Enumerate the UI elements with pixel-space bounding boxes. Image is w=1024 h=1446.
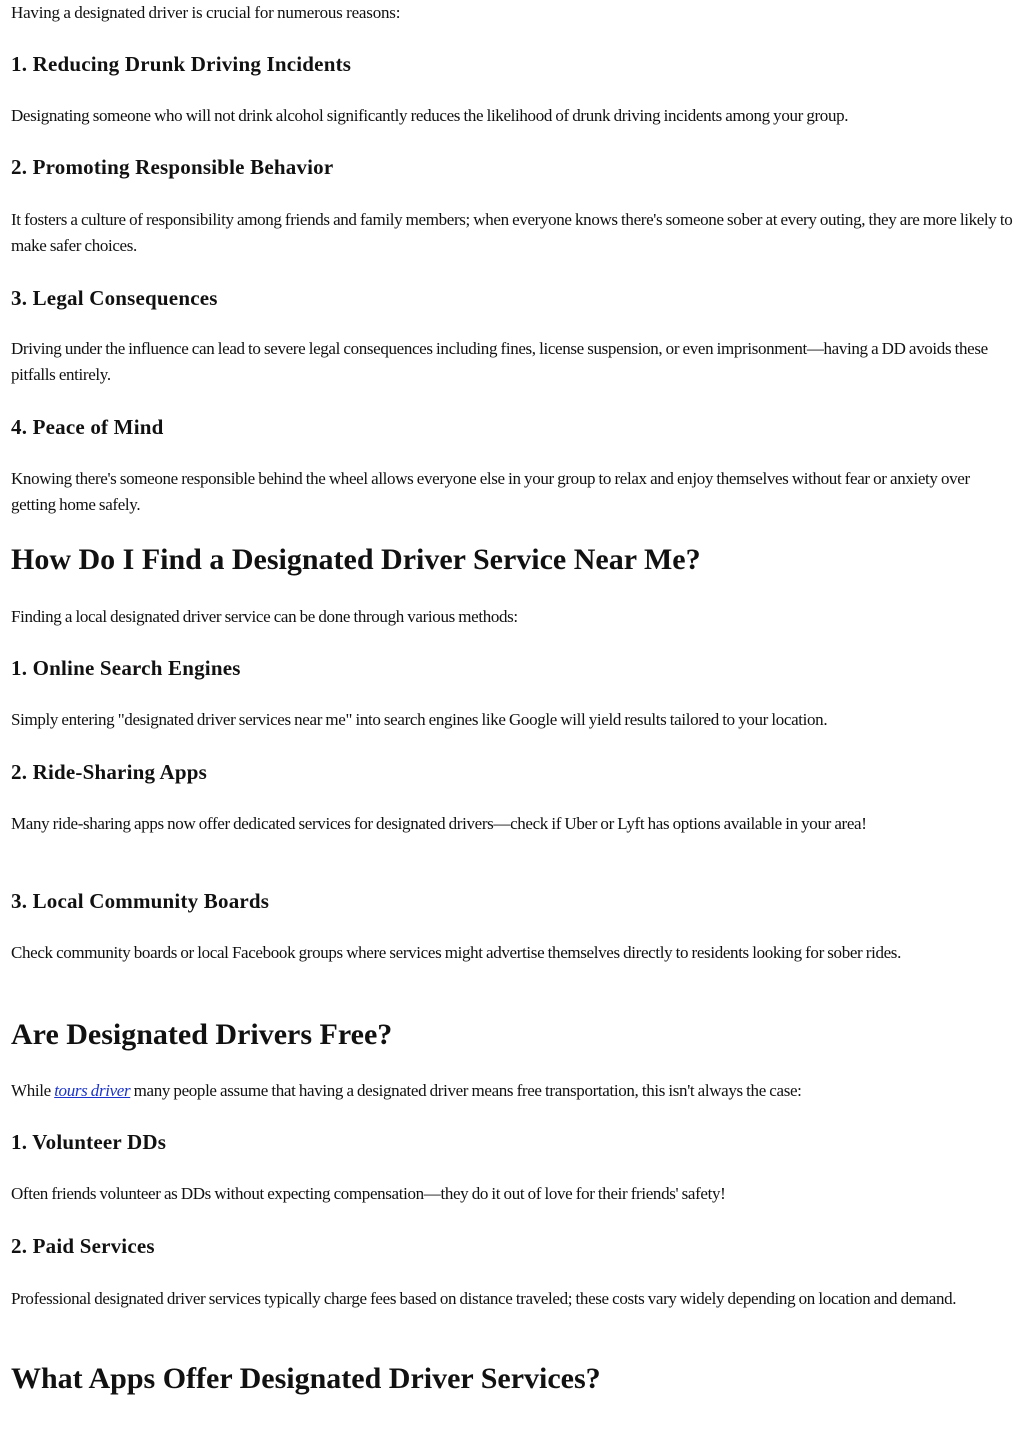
section-title-apps: What Apps Offer Designated Driver Services? (11, 1362, 601, 1395)
reason-heading: 1. Reducing Drunk Driving Incidents (11, 52, 352, 76)
cost-heading: 1. Volunteer DDs (11, 1130, 167, 1154)
method-text: Many ride-sharing apps now offer dedicated services for designated drivers—check if Uber or Lyft has options available in your area! (11, 814, 867, 833)
reason-heading: 2. Promoting Responsible Behavior (11, 155, 334, 179)
intro-after: many people assume that having a designated driver means free transportation, this isn't always the case: (130, 1081, 802, 1100)
method-heading: 2. Ride-Sharing Apps (11, 760, 207, 784)
method-heading: 3. Local Community Boards (11, 889, 270, 913)
reason-text: Knowing there's someone responsible behind the wheel allows everyone else in your group to relax and enjoy themselves without fear or anxiety over getting home safely. (11, 469, 970, 514)
section-title-free: Are Designated Drivers Free? (11, 1018, 393, 1051)
section-intro: Finding a local designated driver service can be done through various methods: (11, 607, 518, 626)
section-title-find: How Do I Find a Designated Driver Service Near Me? (11, 543, 701, 576)
reason-text: Driving under the influence can lead to severe legal consequences including fines, license suspension, or even imprisonment—having a DD avoids these pitfalls entirely. (11, 339, 988, 384)
section-intro (11, 1078, 1014, 1104)
reason-heading: 4. Peace of Mind (11, 415, 164, 439)
intro-text: Having a designated driver is crucial for numerous reasons: (11, 3, 401, 22)
method-text: Simply entering "designated driver services near me" into search engines like Google will yield results tailored to your location. (11, 710, 828, 729)
cost-text: Often friends volunteer as DDs without expecting compensation—they do it out of love for their friends' safety! (11, 1184, 726, 1203)
intro-before: While (11, 1081, 55, 1100)
reason-text: Designating someone who will not drink alcohol significantly reduces the likelihood of drunk driving incidents among your group. (11, 106, 849, 125)
reason-heading: 3. Legal Consequences (11, 286, 218, 310)
method-heading: 1. Online Search Engines (11, 656, 241, 680)
reason-text: It fosters a culture of responsibility among friends and family members; when everyone knows there's someone sober at every outing, they are more likely to make safer choices. (11, 210, 1013, 255)
tours-driver-link[interactable]: tours driver (54, 1081, 131, 1100)
cost-heading: 2. Paid Services (11, 1234, 155, 1258)
cost-text: Professional designated driver services typically charge fees based on distance traveled; these costs vary widely depending on location and demand. (11, 1289, 957, 1308)
method-text: Check community boards or local Facebook groups where services might advertise themselves directly to residents looking for sober rides. (11, 943, 901, 962)
